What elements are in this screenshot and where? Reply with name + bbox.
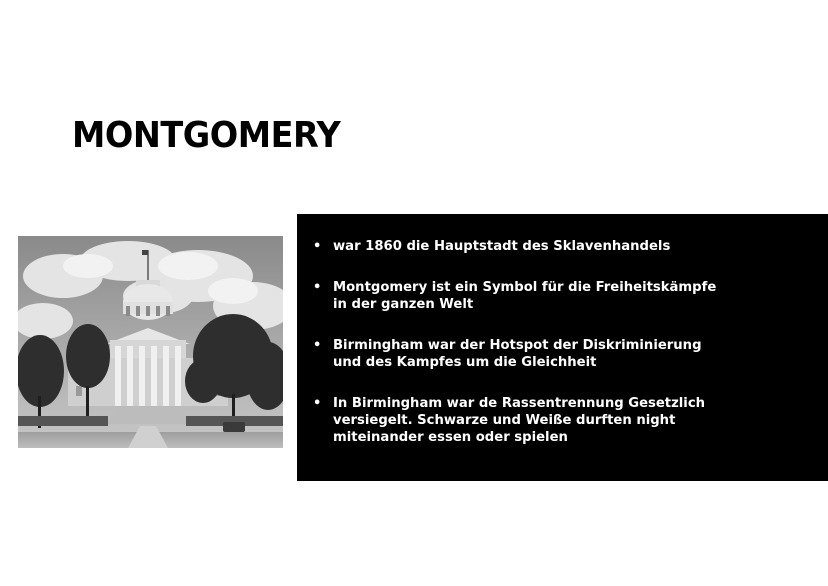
bullet-text: war 1860 die Hauptstadt des Sklavenhandels [333,239,671,254]
bullet-icon: • [313,338,322,353]
bullet-list [313,238,808,446]
bullet-item-1 [313,238,733,255]
bullet-text: Montgomery ist ein Symbol für die Freiheitskämpfe in der ganzen Welt [333,280,717,312]
bullet-panel [297,214,828,481]
bullet-text: In Birmingham war de Rassentrennung Gesetzlich versiegelt. Schwarze und Weiße durften night miteinander essen oder spielen [333,396,706,445]
bullet-icon: • [313,239,322,254]
bullet-text: Birmingham war der Hotspot der Diskriminierung und des Kampfes um die Gleichheit [333,338,702,370]
capitol-building-photo [18,236,283,448]
bullet-icon: • [313,396,322,411]
bullet-item-4 [313,395,733,446]
bullet-item-3 [313,337,733,371]
slide-title: MONTGOMERY [72,115,341,156]
bullet-icon: • [313,280,322,295]
bullet-item-2 [313,279,733,313]
